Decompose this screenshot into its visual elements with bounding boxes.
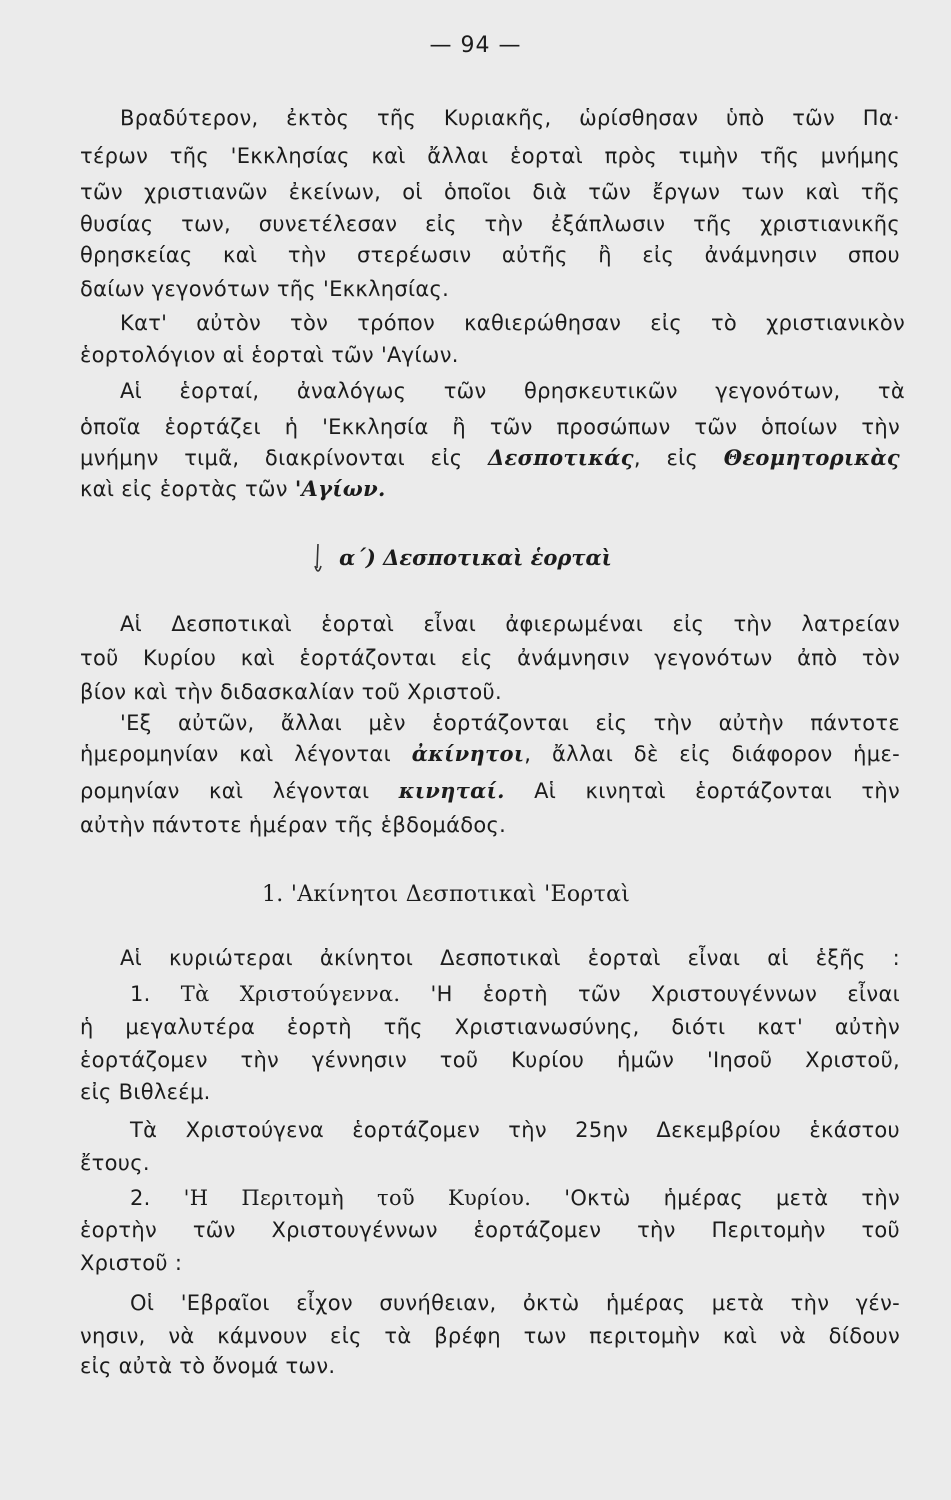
- item-2-line-1: [130, 1183, 900, 1213]
- paragraph-2-line-1: Κατ' αὐτὸν τὸν τρόπον καθιερώθησαν εἰς τὸ χριστιανικὸν: [120, 311, 905, 335]
- term-theomitorikas: Θεομητορικὰς: [723, 445, 900, 470]
- paragraph-1-line-4: θυσίας των, συνετέλεσαν εἰς τὴν ἐξάπλωσιν τῆς χριστιανικῆς: [80, 212, 900, 236]
- paragraph-3-line-1: Αἱ ἑορταί, ἀναλόγως τῶν θρησκευτικῶν γεγονότων, τὰ: [120, 379, 905, 403]
- paragraph-1-line-3: τῶν χριστιανῶν ἐκείνων, οἱ ὁποῖοι διὰ τῶν ἔργων των καὶ τῆς: [80, 180, 900, 204]
- item-2-title: 'Η Περιτομὴ τοῦ Κυρίου.: [183, 1186, 532, 1210]
- paragraph-5-line-1: 'Εξ αὐτῶν, ἄλλαι μὲν ἑορτάζονται εἰς τὴν αὐτὴν πάντοτε: [120, 711, 900, 735]
- p5-l3-rest: Αἱ κινηταὶ ἑορτάζονται τὴν: [534, 779, 900, 803]
- p3-l3-text: μνήμην τιμᾶ, διακρίνονται εἰς: [80, 446, 463, 470]
- item-1-number: 1.: [130, 982, 151, 1006]
- p3-l4-text: καὶ εἰς ἑορτὰς τῶν: [80, 477, 288, 501]
- item-1-text: 'Η ἑορτὴ τῶν Χριστουγέννων εἶναι: [430, 982, 900, 1006]
- term-kinitai: κινηταί.: [398, 778, 505, 803]
- paragraph-4-line-2: τοῦ Κυρίου καὶ ἑορτάζονται εἰς ἀνάμνησιν γεγονότων ἀπὸ τὸν: [80, 646, 900, 670]
- paragraph-6-line-1: Αἱ κυριώτεραι ἀκίνητοι Δεσποτικαὶ ἑορταὶ εἶναι αἱ ἑξῆς :: [120, 946, 900, 970]
- paragraph-2-line-2: ἑορτολόγιον αἱ ἑορταὶ τῶν 'Αγίων.: [80, 343, 459, 367]
- paragraph-5-line-3: [80, 776, 900, 806]
- paragraph-8-line-1: Οἱ 'Εβραῖοι εἶχον συνήθειαν, ὀκτὼ ἡμέρας μετὰ τὴν γέν-: [130, 1291, 900, 1315]
- paragraph-5-line-4: αὐτὴν πάντοτε ἡμέραν τῆς ἑβδομάδος.: [80, 813, 507, 837]
- item-1-line-3: ἑορτάζομεν τὴν γέννησιν τοῦ Κυρίου ἡμῶν 'Ιησοῦ Χριστοῦ,: [80, 1048, 900, 1072]
- p3-l3-mid: , εἰς: [633, 446, 699, 470]
- paragraph-8-line-3: εἰς αὐτὰ τὸ ὄνομά των.: [80, 1354, 336, 1378]
- item-2-text: 'Οκτὼ ἡμέρας μετὰ τὴν: [564, 1186, 901, 1210]
- paragraph-3-line-4: [80, 474, 900, 504]
- item-2-line-3: Χριστοῦ :: [80, 1251, 183, 1275]
- p5-l3-text: ρομηνίαν καὶ λέγονται: [80, 779, 370, 803]
- paragraph-4-line-1: Αἱ Δεσποτικαὶ ἑορταὶ εἶναι ἀφιερωμέναι εἰς τὴν λατρείαν: [120, 612, 900, 636]
- term-akinitoi: ἀκίνητοι: [411, 741, 525, 766]
- page-number: — 94 —: [429, 33, 522, 58]
- paragraph-7-line-2: ἔτους.: [80, 1151, 150, 1175]
- paragraph-4-line-3: βίον καὶ τὴν διδασκαλίαν τοῦ Χριστοῦ.: [80, 680, 502, 704]
- p5-l2-rest: , ἄλλαι δὲ εἰς διάφορον ἡμε-: [524, 742, 900, 766]
- paragraph-1-line-1: Βραδύτερον, ἐκτὸς τῆς Κυριακῆς, ὡρίσθησαν ὑπὸ τῶν Πα·: [120, 106, 900, 130]
- paragraph-8-line-2: νησιν, νὰ κάμνουν εἰς τὰ βρέφη των περιτομὴν καὶ νὰ δίδουν: [80, 1324, 900, 1348]
- term-agion: 'Αγίων.: [294, 476, 386, 501]
- paragraph-1-line-6: δαίων γεγονότων τῆς 'Εκκλησίας.: [80, 277, 450, 301]
- p5-l2-text: ἡμερομηνίαν καὶ λέγονται: [80, 742, 391, 766]
- item-1-line-2: ἡ μεγαλυτέρα ἑορτὴ τῆς Χριστιανωσύνης, διότι κατ' αὐτὴν: [80, 1015, 900, 1039]
- item-2-number: 2.: [130, 1186, 151, 1210]
- paragraph-5-line-2: [80, 739, 900, 769]
- item-1-line-4: εἰς Βιθλεέμ.: [80, 1080, 211, 1104]
- section-heading-1: 1. 'Ακίνητοι Δεσποτικαὶ 'Εορταὶ: [262, 882, 631, 907]
- paragraph-1-line-2: τέρων τῆς 'Εκκλησίας καὶ ἄλλαι ἑορταὶ πρὸς τιμὴν τῆς μνήμης: [80, 144, 900, 168]
- item-1-line-1: [130, 979, 900, 1009]
- paragraph-3-line-3: [80, 443, 900, 473]
- item-1-title: Τὰ Χριστούγεννα.: [180, 982, 401, 1006]
- paragraph-3-line-2: ὁποῖα ἑορτάζει ἡ 'Εκκλησία ἢ τῶν προσώπων τῶν ὁποίων τὴν: [80, 415, 900, 439]
- paragraph-1-line-5: θρησκείας καὶ τὴν στερέωσιν αὐτῆς ἢ εἰς ἀνάμνησιν σπου: [80, 243, 900, 267]
- paragraph-7-line-1: Τὰ Χριστούγενα ἑορτάζομεν τὴν 25ην Δεκεμβρίου ἑκάστου: [130, 1118, 900, 1142]
- item-2-line-2: ἑορτὴν τῶν Χριστουγέννων ἑορτάζομεν τὴν Περιτομὴν τοῦ: [80, 1218, 900, 1242]
- term-despotikas: Δεσποτικάς: [487, 445, 634, 470]
- section-heading-a: α΄) Δεσποτικαὶ ἑορταὶ: [339, 545, 612, 570]
